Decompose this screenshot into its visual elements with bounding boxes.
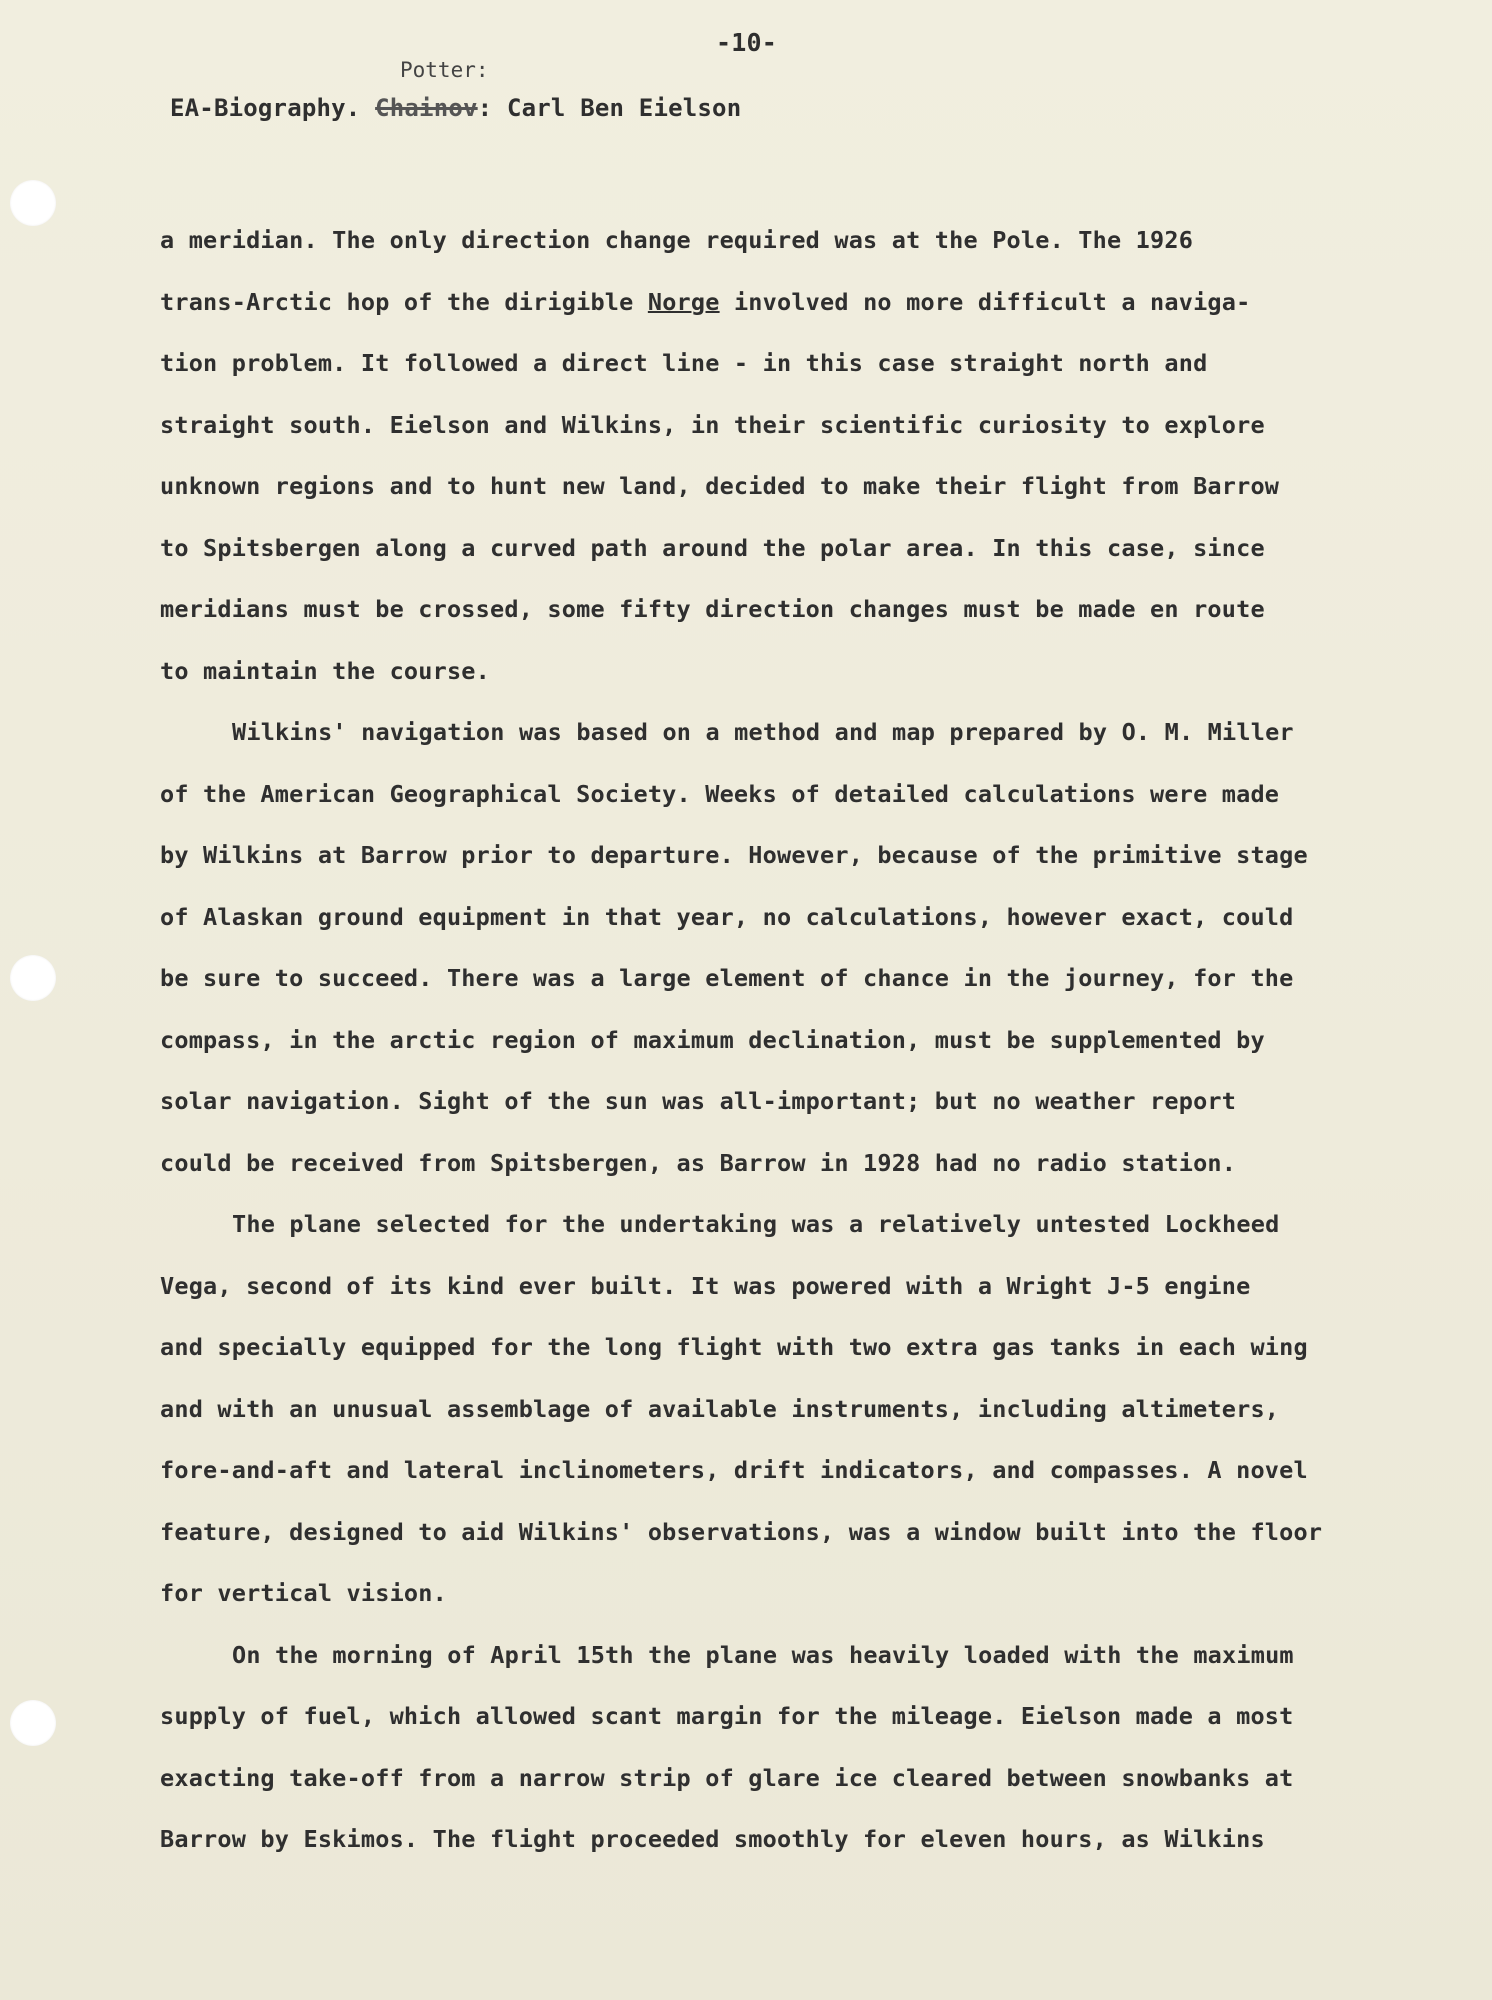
- paragraph-1-part-2: involved no more difficult a naviga- tion problem. It followed a direct line - in this case straight north and straight south. Eielson and Wilkins, in their scientific curiosity to explore unknown regions and to hunt new land, decided to make their flight from Barrow to Spitsbergen along a curved path around the polar area. In this case, since meridians must be crossed, some fifty direction changes must be made en route to maintain the course.: [160, 287, 1280, 685]
- struck-suffix: :: [477, 94, 493, 122]
- paragraph-4: On the morning of April 15th the plane was heavily loaded with the maximum supply of fuel, which allowed scant margin for the mileage. Eielson made a most exacting take-off from a narrow strip of glare ice cleared between snowbanks at Barrow by Eskimos. The flight proceeded smoothly for eleven hours, as Wilkins: [160, 1640, 1294, 1853]
- header-subject: Carl Ben Eielson: [506, 94, 742, 122]
- page-number: -10-: [716, 28, 778, 57]
- header-line: [170, 94, 741, 122]
- inserted-name-note: Potter:: [400, 58, 489, 82]
- struck-text: Chainov: [375, 94, 478, 122]
- paragraph-2: Wilkins' navigation was based on a method and map prepared by O. M. Miller of the American Geographical Society. Weeks of detailed calculations were made by Wilkins at Barrow prior to departure. However, because of the primitive stage of Alaskan ground equipment in that year, no calculations, however exact, could be sure to succeed. There was a large element of chance in the journey, for the compass, in the arctic region of maximum declination, must be supplemented by solar navigation. Sight of the sun was all-important; but no weather report could be received from Spitsbergen, as Barrow in 1928 had no radio station.: [160, 718, 1308, 1177]
- punch-hole-top: [10, 180, 56, 226]
- punch-hole-middle: [10, 955, 56, 1001]
- punch-hole-bottom: [10, 1700, 56, 1746]
- header-prefix: EA-Biography.: [170, 94, 361, 122]
- body-text: [160, 210, 1410, 1871]
- paragraph-1: [160, 210, 1410, 702]
- paragraph-3: The plane selected for the undertaking was a relatively untested Lockheed Vega, second of its kind ever built. It was powered with a Wright J-5 engine and specially equipped for the long flight with two extra gas tanks in each wing and with an unusual assemblage of available instruments, including altimeters, fore-and-aft and lateral inclinometers, drift indicators, and compasses. A novel feature, designed to aid Wilkins' observations, was a window built into the floor for vertical vision.: [160, 1210, 1323, 1607]
- paragraph-1-part-1: a meridian. The only direction change required was at the Pole. The 1926 trans-Arctic hop of the dirigible: [160, 226, 1194, 316]
- ship-name-underlined: Norge: [647, 287, 720, 316]
